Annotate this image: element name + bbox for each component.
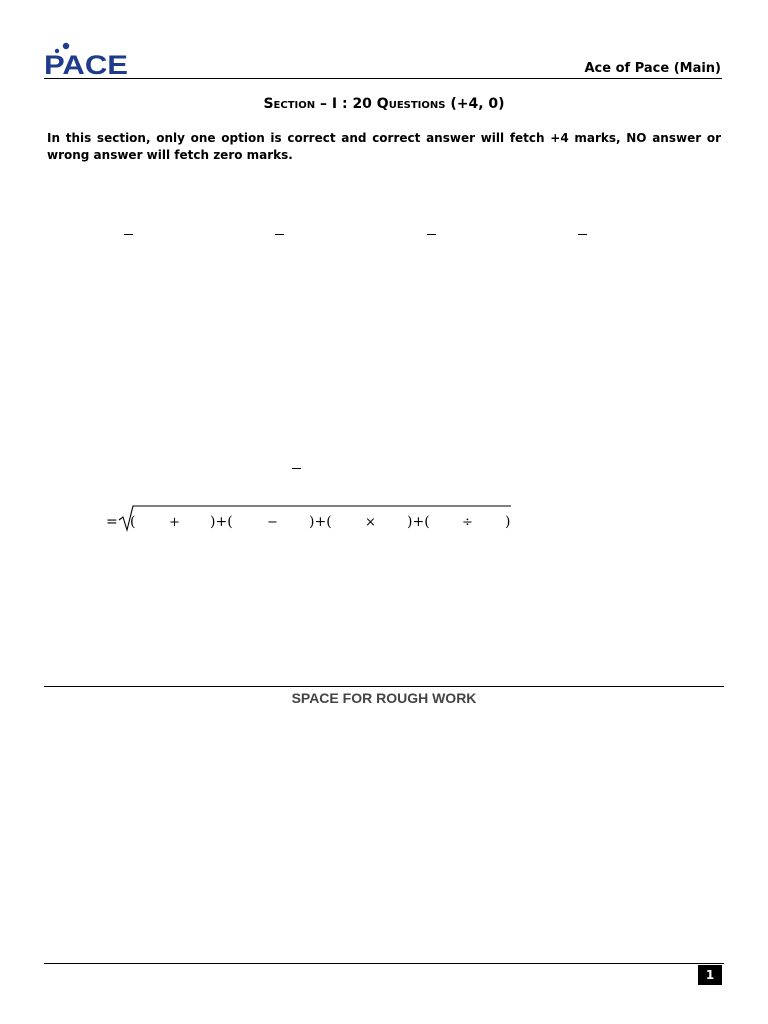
formula-term: )+( <box>309 514 332 530</box>
formula-term: ) <box>505 514 511 530</box>
section-instructions: In this section, only one option is correct and correct answer will fetch +4 marks, NO answer or wrong answer will fetch zero marks. <box>47 131 721 162</box>
section-title-numeral: I <box>331 96 338 112</box>
svg-text:PACE: PACE <box>44 50 128 76</box>
overbar-mark <box>275 234 284 235</box>
section-title-suffix: (+4, 0) <box>445 96 505 112</box>
formula-term: × <box>365 515 376 530</box>
formula-term: ÷ <box>462 515 473 530</box>
footer-divider <box>44 963 724 964</box>
section-title <box>0 96 768 112</box>
section-title-dash: – <box>315 96 332 112</box>
overbar-mark <box>124 234 133 235</box>
overbar-mark <box>578 234 587 235</box>
formula-term: − <box>267 515 278 530</box>
header-divider <box>44 78 722 79</box>
formula-term: + <box>169 515 180 530</box>
formula-term: ( <box>130 514 136 530</box>
pace-logo <box>44 42 130 76</box>
overbar-mark <box>427 234 436 235</box>
formula-term: )+( <box>407 514 430 530</box>
radical-formula <box>100 500 520 534</box>
header-title: Ace of Pace (Main) <box>584 61 721 76</box>
section-title-colon: : 20 <box>337 96 377 112</box>
formula-term: )+( <box>210 514 233 530</box>
section-title-word: Questions <box>376 96 446 112</box>
formula-equals: = <box>106 514 118 530</box>
section-title-prefix: Section <box>263 96 316 112</box>
rough-work-divider <box>44 686 724 687</box>
page-number: 1 <box>698 965 722 985</box>
rough-work-label: SPACE FOR ROUGH WORK <box>291 690 477 706</box>
overbar-mark <box>292 468 301 469</box>
